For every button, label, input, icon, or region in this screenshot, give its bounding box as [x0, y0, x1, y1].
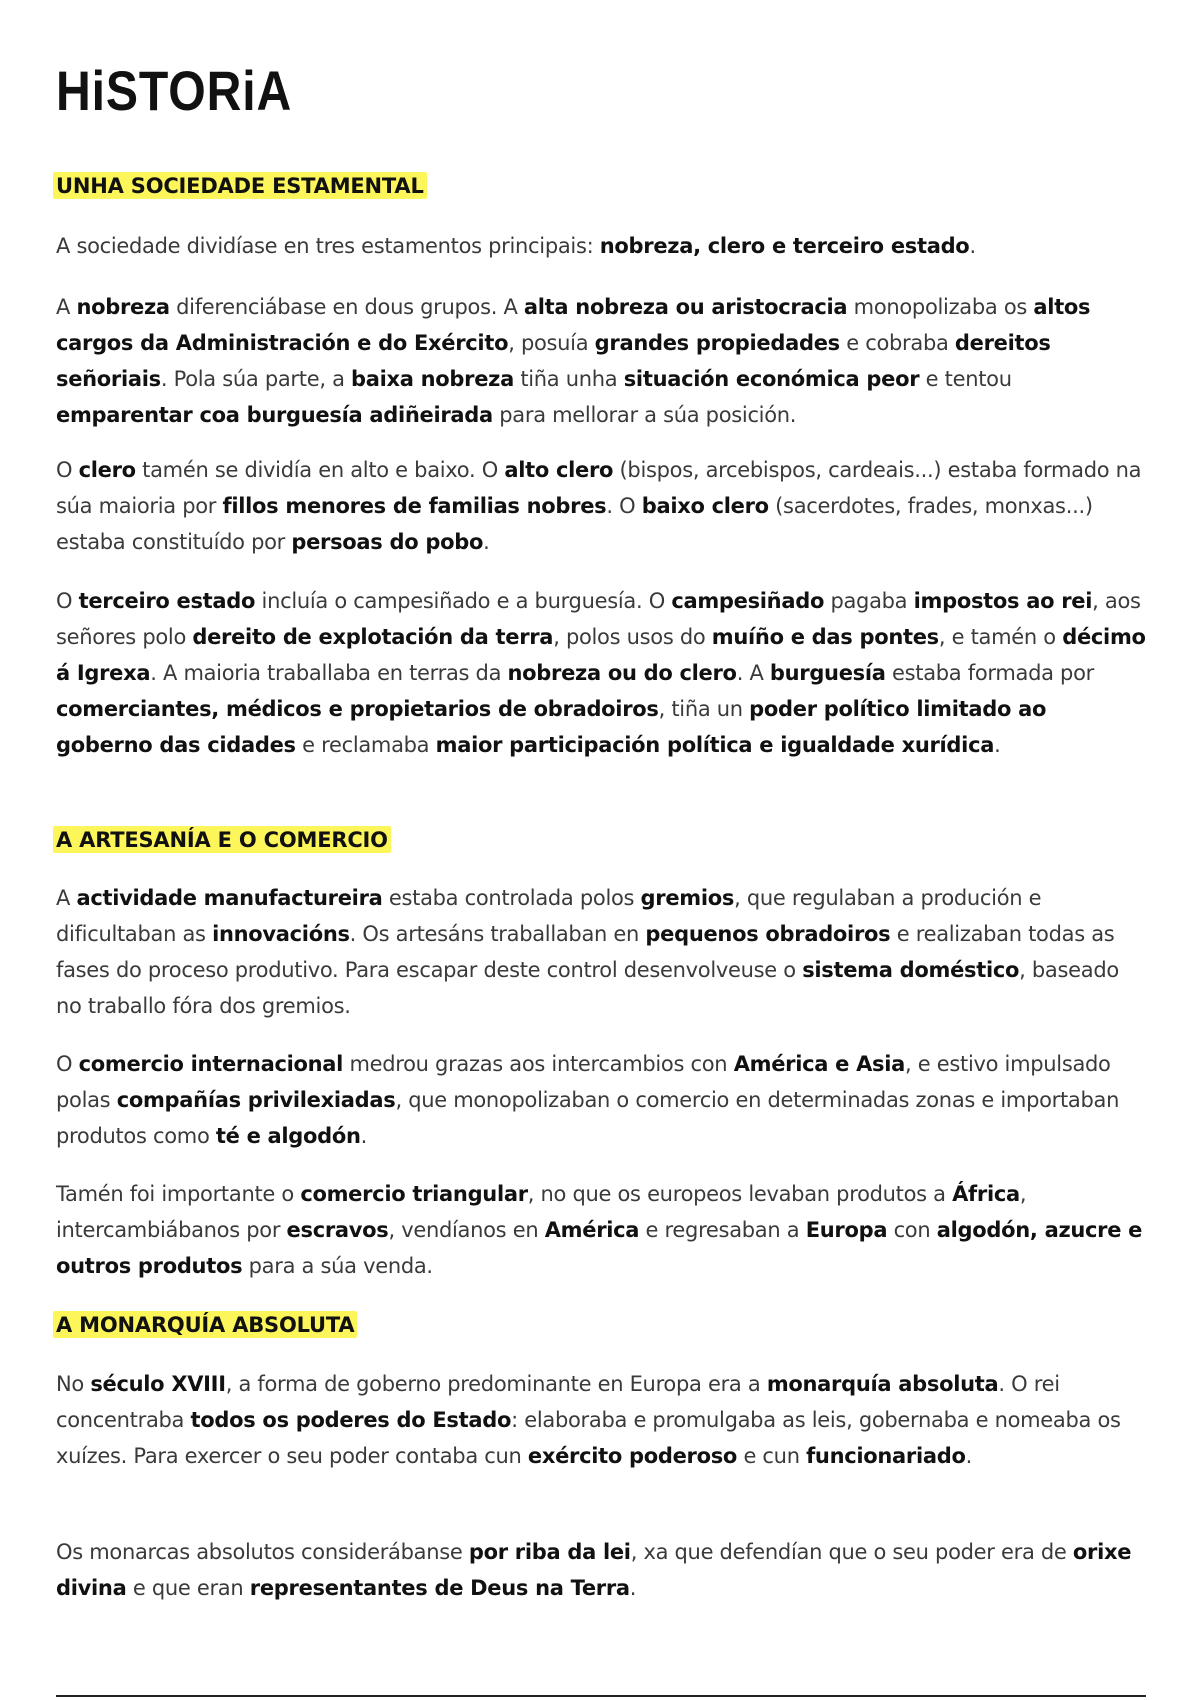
text-run: diferenciábase en dous grupos. A	[169, 295, 524, 319]
paragraph	[56, 583, 1146, 763]
bold-text: baixa nobreza	[351, 367, 514, 391]
text-run: , aos señores polo	[56, 589, 1141, 649]
text-run: .	[360, 1124, 368, 1148]
text-run: pagaba	[824, 589, 914, 613]
text-run: .	[969, 234, 976, 258]
text-run: , no que os europeos levaban produtos a	[527, 1182, 953, 1206]
text-run: con	[887, 1218, 937, 1242]
text-run: medrou grazas aos intercambios con	[343, 1052, 734, 1076]
paragraph	[56, 1366, 1146, 1474]
text-run: , xa que defendían que o seu poder era de	[630, 1540, 1073, 1564]
text-run: , e tamén o	[938, 625, 1063, 649]
text-run: tamén se dividía en alto e baixo. O	[135, 458, 505, 482]
bold-text: pequenos obradoiros	[645, 922, 891, 946]
section-heading-monarquia-absoluta: A MONARQUÍA ABSOLUTA	[53, 1311, 357, 1338]
text-run: O	[56, 589, 79, 613]
bold-text: nobreza	[76, 295, 170, 319]
bold-text: algodón, azucre e outros produtos	[56, 1218, 1143, 1278]
text-run: , a forma de goberno predominante en Europa era a	[225, 1372, 767, 1396]
paragraph	[56, 452, 1146, 560]
text-run: e regresaban a	[639, 1218, 806, 1242]
text-run: No	[56, 1372, 91, 1396]
bold-text: innovacións	[212, 922, 350, 946]
bold-text: América e Asia	[733, 1052, 906, 1076]
text-run: e cobraba	[839, 331, 955, 355]
bold-text: sistema doméstico	[802, 958, 1020, 982]
bold-text: grandes propiedades	[594, 331, 840, 355]
bold-text: baixo clero	[641, 494, 769, 518]
text-run: . A	[736, 661, 770, 685]
bold-text: décimo á Igrexa	[56, 625, 1146, 685]
paragraph	[56, 228, 1146, 264]
bold-text: comercio internacional	[78, 1052, 344, 1076]
text-run: A	[56, 886, 77, 910]
bold-text: fillos menores de familias nobres	[222, 494, 607, 518]
bold-text: funcionariado	[806, 1444, 966, 1468]
bold-text: actividade manufactureira	[76, 886, 383, 910]
text-run: . A maioria traballaba en terras da	[150, 661, 508, 685]
paragraph	[56, 1534, 1146, 1606]
text-run: A	[56, 295, 77, 319]
text-run: , posuía	[508, 331, 595, 355]
text-run: e cun	[737, 1444, 807, 1468]
bold-text: impostos ao rei	[913, 589, 1093, 613]
paragraph	[56, 1176, 1146, 1284]
bold-text: monarquía absoluta	[766, 1372, 999, 1396]
text-run: e que eran	[126, 1576, 250, 1600]
bold-text: nobreza, clero e terceiro estado	[599, 234, 970, 258]
bold-text: altos cargos da Administración e do Exército	[56, 295, 1091, 355]
text-run: O	[56, 458, 79, 482]
text-run: Os monarcas absolutos considerábanse	[56, 1540, 469, 1564]
text-run: .	[483, 530, 490, 554]
page-title: HiSTORiA	[56, 59, 293, 122]
bold-text: comerciantes, médicos e propietarios de obradoiros	[56, 697, 659, 721]
text-run: estaba formada por	[885, 661, 1094, 685]
text-run: A sociedade dividíase en tres estamentos principais:	[56, 234, 600, 258]
bold-text: emparentar coa burguesía adiñeirada	[56, 403, 493, 427]
text-run: , baseado no traballo fóra dos gremios.	[56, 958, 1119, 1018]
text-run: e realizaban todas as fases do proceso produtivo. Para escapar deste control desenvolveuse o	[56, 922, 1115, 982]
text-run: , vendíanos en	[388, 1218, 545, 1242]
bold-text: situación económica peor	[623, 367, 920, 391]
text-run: , que regulaban a produción e dificultaban as	[56, 886, 1042, 946]
text-run: Tamén foi importante o	[56, 1182, 301, 1206]
bold-text: todos os poderes do Estado	[190, 1408, 512, 1432]
bold-text: gremios	[640, 886, 735, 910]
bold-text: século XVIII	[90, 1372, 226, 1396]
paragraph	[56, 289, 1146, 433]
bold-text: poder político limitado ao goberno das cidades	[56, 697, 1047, 757]
text-run: . O rei concentraba	[56, 1372, 1060, 1432]
bold-text: clero	[78, 458, 136, 482]
text-run: .	[629, 1576, 637, 1600]
text-run: .	[994, 733, 1001, 757]
bold-text: escravos	[286, 1218, 389, 1242]
bold-text: compañías privilexiadas	[116, 1088, 396, 1112]
paragraph	[56, 1046, 1146, 1154]
text-run: incluía o campesiñado e a burguesía. O	[255, 589, 672, 613]
bold-text: alta nobreza ou aristocracia	[523, 295, 848, 319]
text-run: , intercambiábanos por	[56, 1182, 1027, 1242]
bold-text: burguesía	[769, 661, 886, 685]
text-run: . Os artesáns traballaban en	[349, 922, 646, 946]
bold-text: maior participación política e igualdade xurídica	[435, 733, 995, 757]
bold-text: nobreza ou do clero	[507, 661, 737, 685]
bold-text: dereitos señoriais	[56, 331, 1051, 391]
bold-text: alto clero	[504, 458, 614, 482]
bold-text: orixe divina	[56, 1540, 1132, 1600]
text-run: .	[965, 1444, 972, 1468]
text-run: e tentou	[919, 367, 1012, 391]
bold-text: América	[544, 1218, 640, 1242]
text-run: , que monopolizaban o comercio en determinadas zonas e importaban produtos como	[56, 1088, 1120, 1148]
text-run: , tiña un	[658, 697, 750, 721]
text-run: para mellorar a súa posición.	[492, 403, 797, 427]
bold-text: exército poderoso	[527, 1444, 738, 1468]
bold-text: muíño e das pontes	[711, 625, 939, 649]
section-heading-artesania-comercio: A ARTESANÍA E O COMERCIO	[53, 826, 391, 853]
text-run: monopolizaba os	[847, 295, 1034, 319]
text-run: (sacerdotes, frades, monxas...) estaba constituído por	[56, 494, 1093, 554]
bold-text: té e algodón	[215, 1124, 361, 1148]
text-run: . O	[606, 494, 642, 518]
text-run: O	[56, 1052, 79, 1076]
bold-text: por riba da lei	[468, 1540, 631, 1564]
section-heading-sociedade-estamental: UNHA SOCIEDADE ESTAMENTAL	[53, 172, 427, 199]
bold-text: dereito de explotación da terra	[192, 625, 554, 649]
text-run: e reclamaba	[295, 733, 436, 757]
text-run: estaba controlada polos	[382, 886, 641, 910]
text-run: para a súa venda.	[242, 1254, 433, 1278]
text-run: , e estivo impulsado polas	[56, 1052, 1111, 1112]
bold-text: persoas do pobo	[291, 530, 484, 554]
text-run: , polos usos do	[553, 625, 712, 649]
bold-text: Europa	[805, 1218, 888, 1242]
bold-text: campesiñado	[671, 589, 825, 613]
paragraph	[56, 880, 1146, 1024]
bold-text: África	[952, 1182, 1020, 1206]
text-run: . Pola súa parte, a	[160, 367, 352, 391]
bold-text: terceiro estado	[78, 589, 256, 613]
page-divider	[56, 1695, 1146, 1697]
text-run: (bispos, arcebispos, cardeais...) estaba formado na súa maioria por	[56, 458, 1142, 518]
text-run: : elaboraba e promulgaba as leis, gobernaba e nomeaba os xuízes. Para exercer o seu poder contaba cun	[56, 1408, 1121, 1468]
text-run: tiña unha	[513, 367, 624, 391]
bold-text: representantes de Deus na Terra	[249, 1576, 630, 1600]
bold-text: comercio triangular	[300, 1182, 528, 1206]
